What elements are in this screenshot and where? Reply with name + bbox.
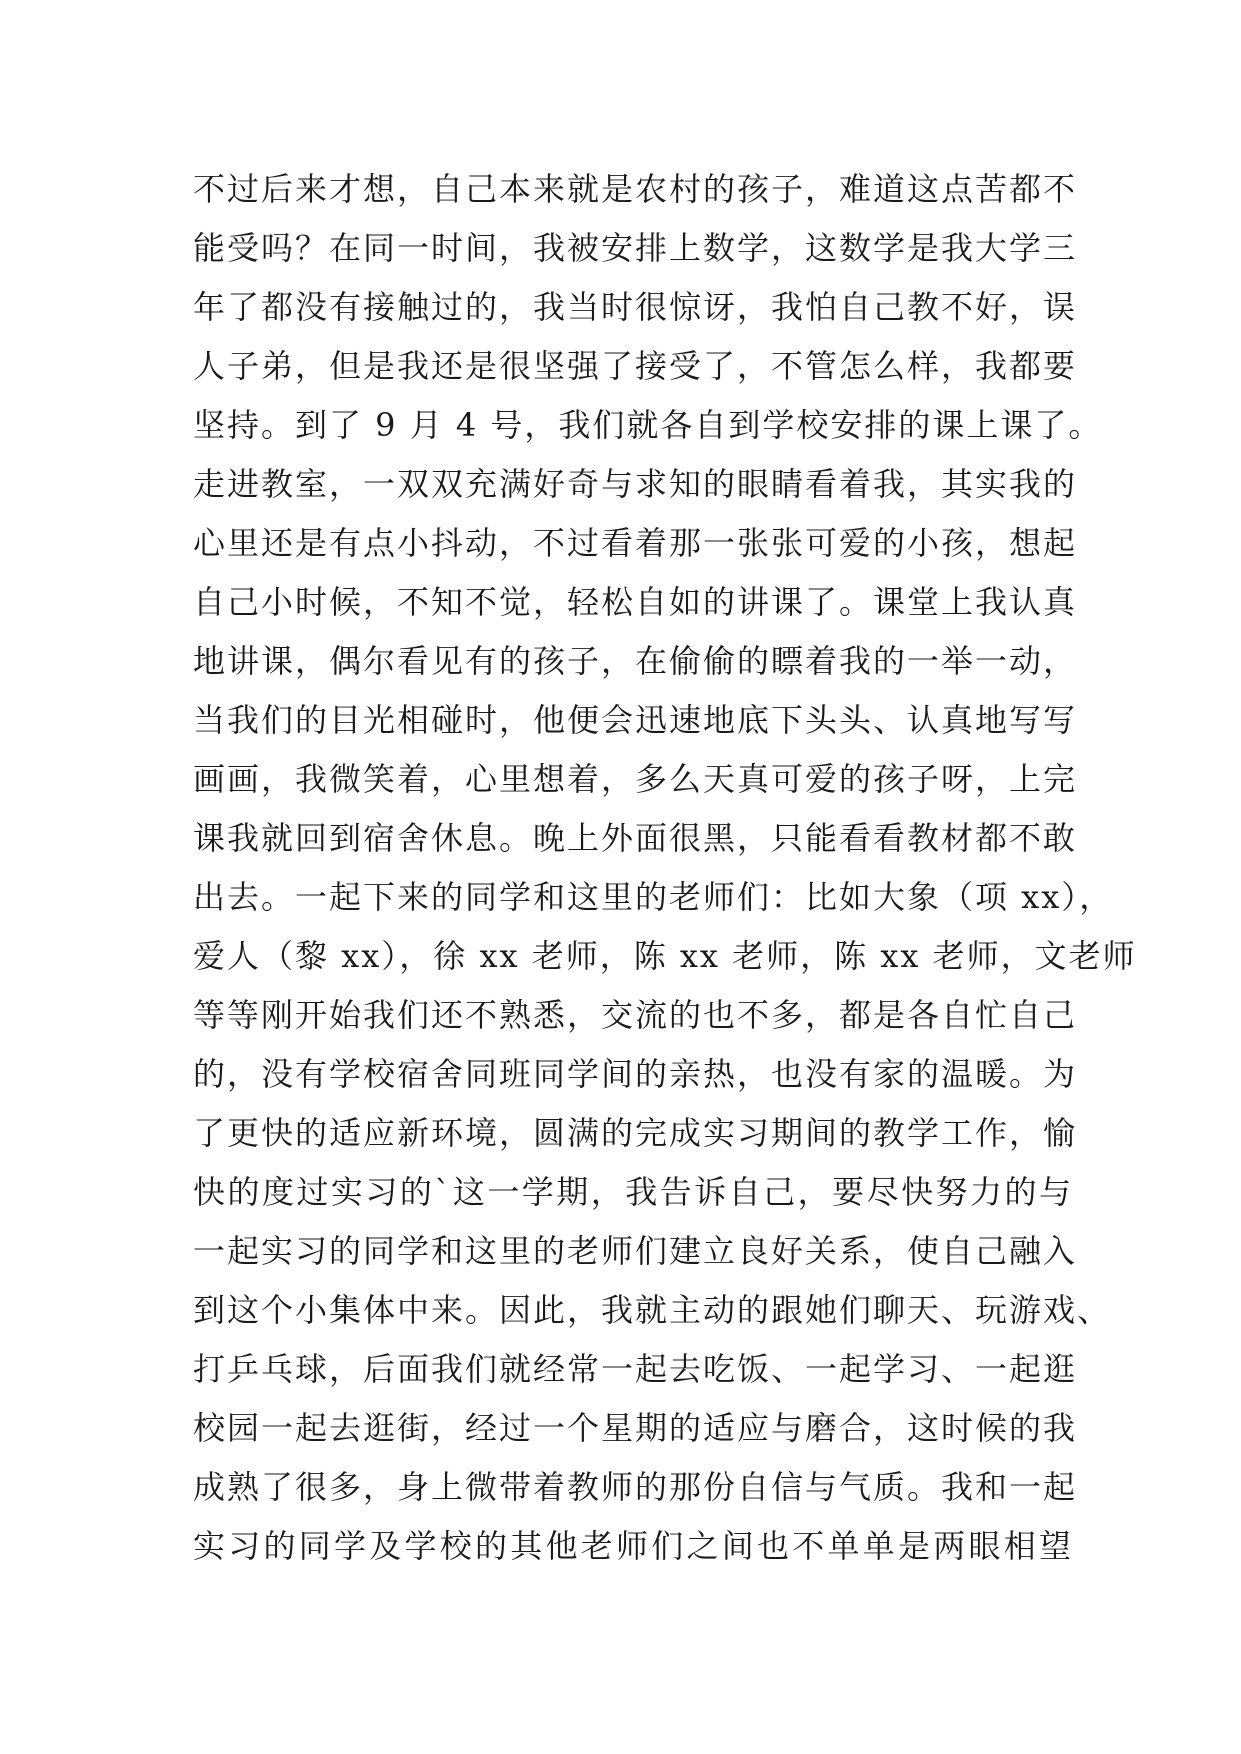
text-line: 当我们的目光相碰时，他便会迅速地底下头头、认真地写写 (193, 701, 1078, 739)
text-line: 自己小时候，不知不觉，轻松自如的讲课了。课堂上我认真 (193, 583, 1078, 621)
text-line: 人子弟，但是我还是很坚强了接受了，不管怎么样，我都要 (193, 347, 1078, 385)
text-line: 成熟了很多，身上微带着教师的那份自信与气质。我和一起 (193, 1468, 1078, 1506)
text-line: 能受吗？在同一时间，我被安排上数学，这数学是我大学三 (193, 229, 1078, 267)
text-line: 画画，我微笑着，心里想着，多么天真可爱的孩子呀，上完 (193, 760, 1078, 798)
text-line: 年了都没有接触过的，我当时很惊讶，我怕自己教不好，误 (193, 288, 1078, 326)
body-paragraph (193, 160, 1137, 1576)
text-line: 到这个小集体中来。因此，我就主动的跟她们聊天、玩游戏、 (193, 1291, 1112, 1329)
text-line: 心里还是有点小抖动，不过看着那一张张可爱的小孩，想起 (193, 524, 1078, 562)
text-line: 了更快的适应新环境，圆满的完成实习期间的教学工作，愉 (193, 1114, 1078, 1152)
text-line: 一起实习的同学和这里的老师们建立良好关系，使自己融入 (193, 1232, 1078, 1270)
text-line: 课我就回到宿舍休息。晚上外面很黑，只能看看教材都不敢 (193, 819, 1078, 857)
text-line: 的，没有学校宿舍同班同学间的亲热，也没有家的温暖。为 (193, 1055, 1078, 1093)
text-line: 实习的同学及学校的其他老师们之间也不单单是两眼相望 (193, 1527, 1073, 1565)
text-line: 打乒乓球，后面我们就经常一起去吃饭、一起学习、一起逛 (193, 1350, 1078, 1388)
text-line: 校园一起去逛街，经过一个星期的适应与磨合，这时候的我 (193, 1409, 1078, 1447)
text-line: 不过后来才想，自己本来就是农村的孩子，难道这点苦都不 (193, 170, 1078, 208)
text-line: 走进教室，一双双充满好奇与求知的眼睛看着我，其实我的 (193, 465, 1078, 503)
text-line: 地讲课，偶尔看见有的孩子，在偷偷的瞟着我的一举一动， (193, 642, 1078, 680)
text-line: 等等刚开始我们还不熟悉，交流的也不多，都是各自忙自己 (193, 996, 1078, 1034)
text-line: 坚持。到了 9 月 4 号，我们就各自到学校安排的课上课了。 (193, 406, 1103, 444)
text-line: 爱人（黎 xx），徐 xx 老师，陈 xx 老师，陈 xx 老师，文老师 (193, 937, 1137, 975)
text-line: 快的度过实习的`这一学期，我告诉自己，要尽快努力的与 (193, 1173, 1073, 1211)
text-line: 出去。一起下来的同学和这里的老师们：比如大象（项 xx）， (193, 878, 1114, 916)
